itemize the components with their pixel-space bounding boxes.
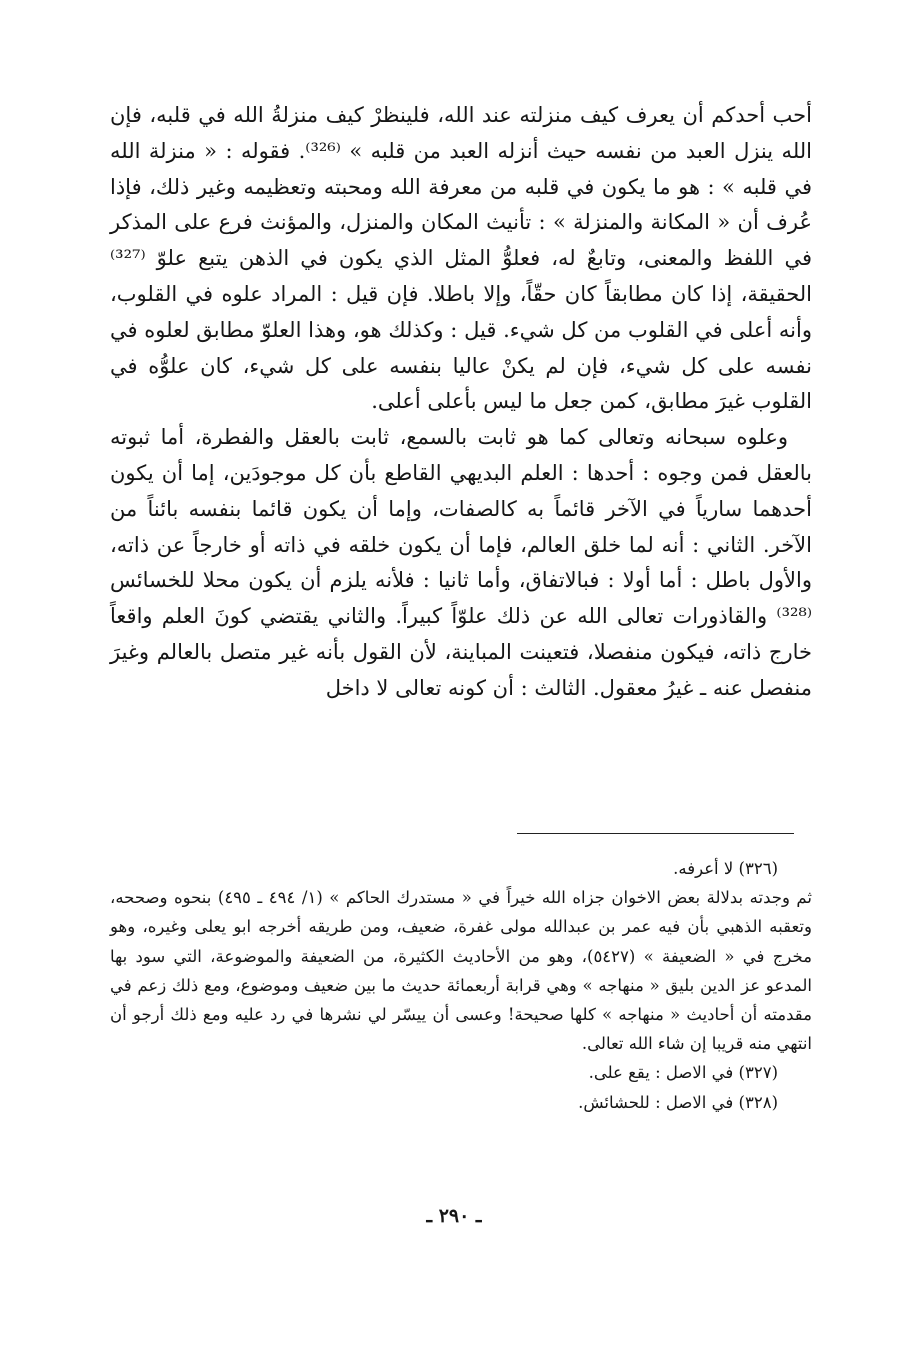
footnote-326-title: (٣٢٦) لا أعرفه. (673, 859, 778, 878)
footnote-328: (٣٢٨) في الاصل : للحشائش. (578, 1092, 778, 1112)
footnote-326-body: ثم وجدته بدلالة بعض الاخوان جزاه الله خيراً في « مستدرك الحاكم » (١/ ٤٩٤ ـ ٤٩٥) بنحوه وصححه، وتعقبه الذهبي بأن فيه عمر بن عبدالله مولى غفرة، ضعيف، ومن طريقه أخرجه ابو يعلى وغيره، وهو مخرج في « الضعيفة » (٥٤٢٧)، وهو من الأحاديث الكثيرة، من الضعيفة والموضوعة، التي سود بها المدعو عز الدين بليق « منهاجه » وهي قرابة أربعمائة حديث ما بين ضعيف وموضوع، ومع ذلك زعم في مقدمته أن أحاديث « منهاجه » كلها صحيحة! وعسى أن ييسّر لي نشرها في رد عليه ومع ذلك أرجو أن انتهي منه قريبا إن شاء الله تعالى. (110, 888, 812, 1054)
footnote-327: (٣٢٧) في الاصل : يقع على. (588, 1063, 778, 1083)
paragraph-2: وعلوه سبحانه وتعالى كما هو ثابت بالسمع، ثابت بالعقل والفطرة، أما ثبوته بالعقل فمن وجوه : أحدها : العلم البديهي القاطع بأن كل موجودَين، إما أن يكون أحدهما سارياً في الآخر قائماً به كالصفات، وإما أن يكون قائما بنفسه بائناً من الآخر. الثاني : أنه لما خلق العالم، فإما أن يكون خلقه في ذاته أو خارجاً عن ذاته، والأول باطل : أما أولا : فبالاتفاق، وأما ثانيا : فلأنه يلزم أن يكون محلا للخسائس ⁽³²⁸⁾ والقاذورات تعالى الله عن ذلك علوّاً كبيراً. والثاني يقتضي كونَ العلم واقعاً خارج ذاته، فيكون منفصلا، فتعينت المباينة، لأن القول بأنه غير متصل بالعالم وغيرَ منفصل عنه ـ غيرُ معقول. الثالث : أن كونه تعالى لا داخل (110, 425, 812, 700)
paragraph-1: أحب أحدكم أن يعرف كيف منزلته عند الله، فلينظرْ كيف منزلةُ الله في قلبه، فإن الله ينزل العبد من نفسه حيث أنزله العبد من قلبه » ⁽³²⁶⁾. فقوله : « منزلة الله في قلبه » : هو ما يكون في قلبه من معرفة الله ومحبته وتعظيمه وغير ذلك، فإذا عُرف أن « المكانة والمنزلة » : تأنيث المكان والمنزل، والمؤنث فرع على المذكر في اللفظ والمعنى، وتابعٌ له، فعلوُّ المثل الذي يكون في الذهن يتبع علوّ ⁽³²⁷⁾ الحقيقة، إذا كان مطابقاً كان حقّاً، وإلا باطلا. فإن قيل : المراد علوه في القلوب، وأنه أعلى في القلوب من كل شيء. قيل : وكذلك هو، وهذا العلوّ مطابق لعلوه في نفسه على كل شيء، فإن لم يكنْ عاليا بنفسه على كل شيء، كان علوُّه في القلوب غيرَ مطابق، كمن جعل ما ليس بأعلى أعلى. (110, 103, 813, 414)
footnote-separator (517, 833, 794, 834)
footnotes (110, 854, 812, 1117)
page-number: ـ ٢٩٠ ـ (426, 1205, 482, 1227)
main-text (110, 98, 812, 707)
